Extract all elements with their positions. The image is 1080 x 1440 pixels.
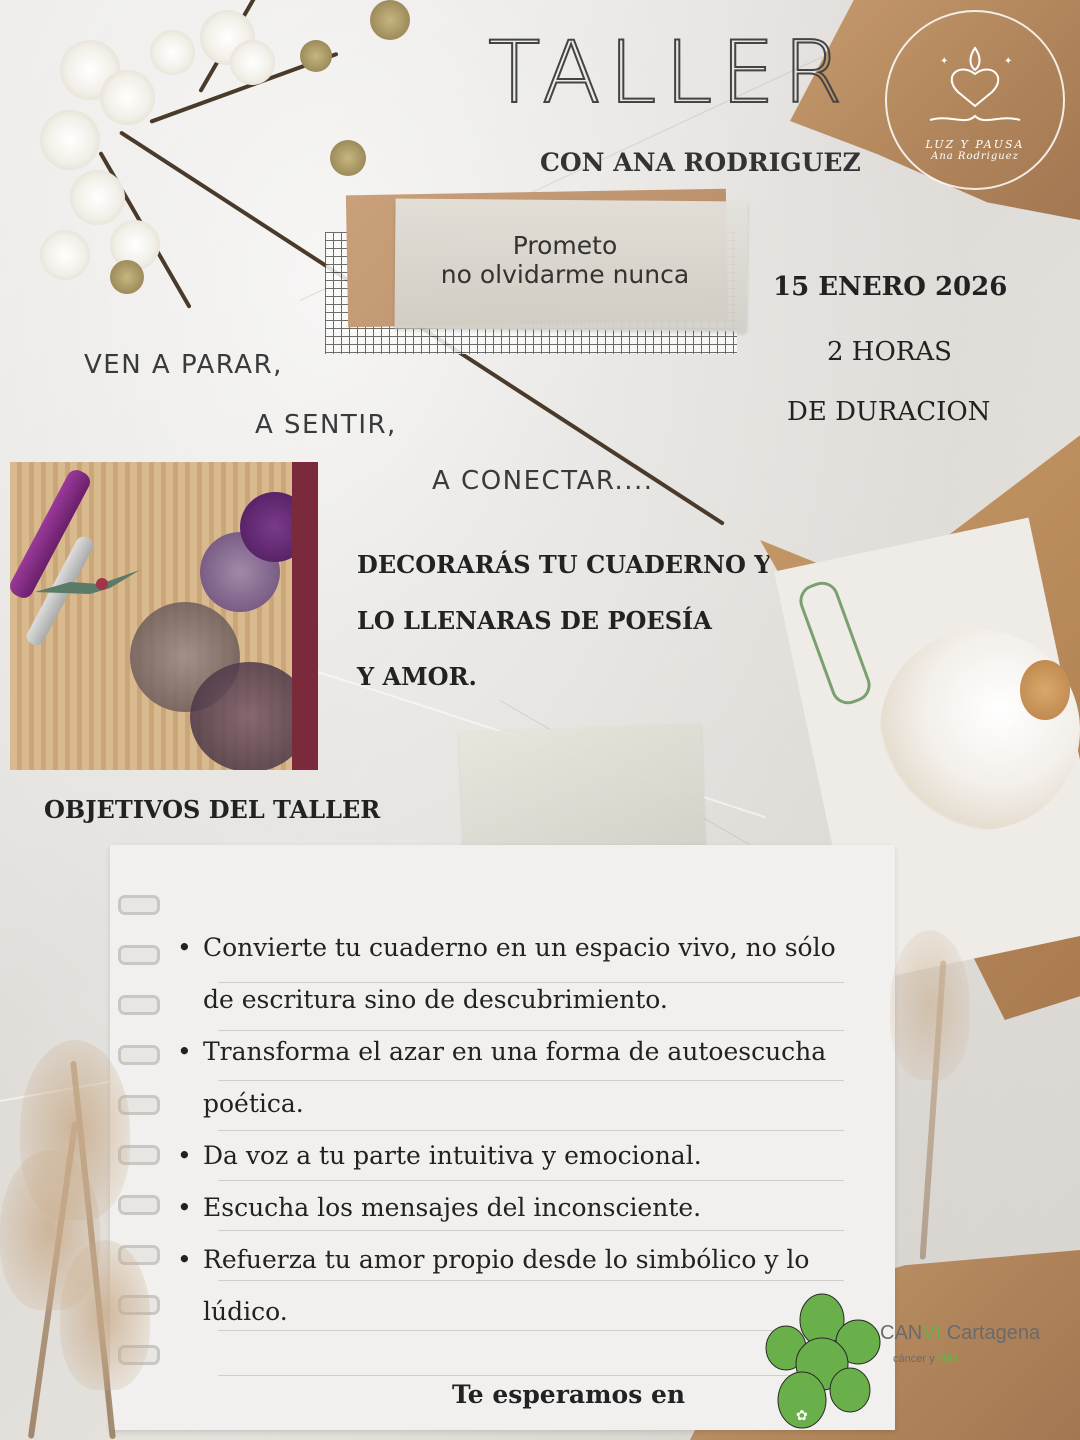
workshop-title: TALLER [488,23,851,123]
svg-text:✦: ✦ [940,56,949,67]
objective-item: • Convierte tu cuaderno en un espacio vivo, no sólo de escritura sino de descubrimiento. [175,922,865,1026]
logo-brand-name: LUZ Y PAUSA [925,138,1025,151]
canvi-flower-logo-icon [762,1292,882,1432]
promise-note-line2: no olvidarme nunca [440,259,690,289]
event-duration: DE DURACION [787,397,991,427]
objective-item: • Escucha los mensajes del inconsciente. [175,1182,865,1234]
promise-note [410,232,720,290]
host-name: CON ANA RODRIGUEZ [540,148,861,177]
objective-item: • Transforma el azar en una forma de autoescucha poética. [175,1026,865,1130]
promise-note-line1: Prometo [512,231,618,260]
spiral-ring-icon [118,895,160,915]
objectives-list [175,922,865,1338]
poem-line-1: VEN A PARAR, [84,350,283,380]
luz-y-pausa-logo [885,10,1065,190]
canvi-tagline: cáncer y vida [893,1353,958,1365]
poem-line-3: A CONECTAR.... [432,466,654,496]
objective-item: • Refuerza tu amor propio desde lo simbólico y lo lúdico. [175,1234,865,1338]
svg-text:✦: ✦ [1004,56,1013,67]
objective-item: • Da voz a tu parte intuitiva y emocional. [175,1130,865,1182]
canvi-brand-name: CANVI Cartagena [880,1322,1041,1344]
event-hours: 2 HORAS [827,337,952,367]
candle-heart-icon [920,44,1030,134]
description-line-3: Y AMOR. [357,662,477,691]
description-line-1: DECORARÁS TU CUADERNO Y [357,550,772,579]
description-line-2: LO LLENARAS DE POESÍA [357,606,712,635]
poem-line-2: A SENTIR, [255,410,397,440]
invite-text: Te esperamos en [452,1380,686,1409]
hummingbird-icon [30,562,150,602]
logo-owner-name: Ana Rodriguez [931,151,1019,162]
decorated-notebook-photo [10,462,318,770]
objectives-title: OBJETIVOS DEL TALLER [44,795,381,824]
event-date: 15 ENERO 2026 [773,272,1008,302]
svg-text:✿: ✿ [796,1408,808,1424]
